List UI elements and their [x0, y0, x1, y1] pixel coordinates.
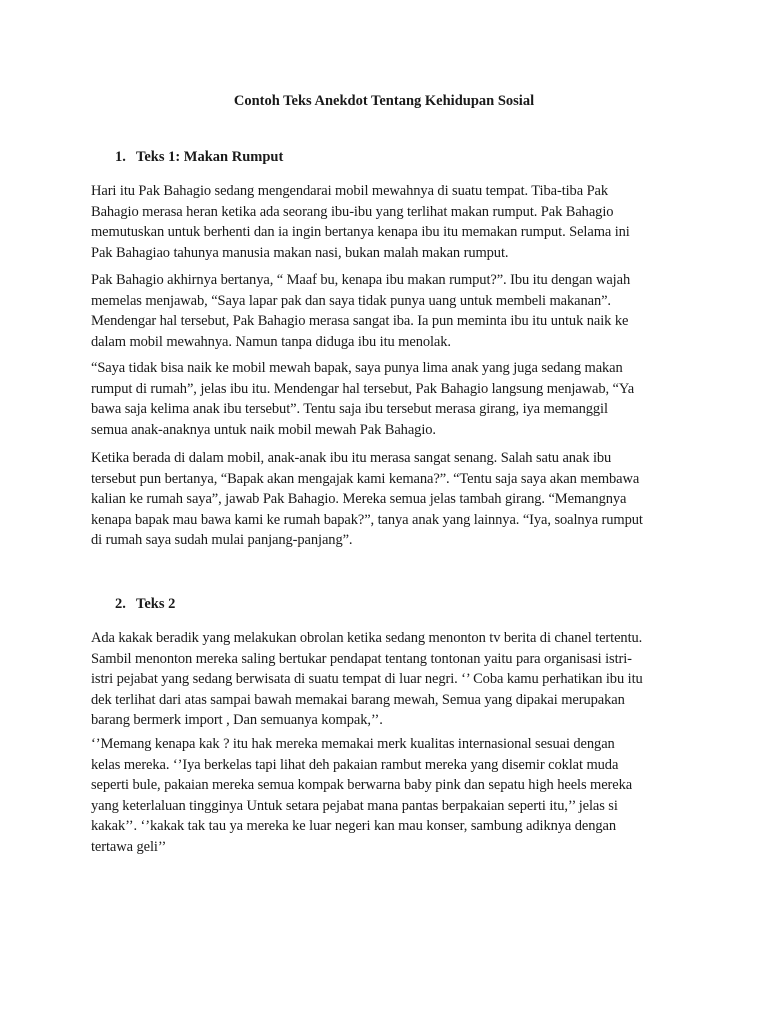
text-line: Pak Bahagio akhirnya bertanya, “ Maaf bu, kenapa ibu makan rumput?”. Ibu itu dengan wajah [91, 272, 631, 288]
document-title: Contoh Teks Anekdot Tentang Kehidupan Sosial [233, 93, 535, 109]
paragraph [91, 628, 691, 731]
section-title: Teks 1: Makan Rumput [136, 149, 284, 165]
text-line: seperti bule, pakaian mereka semua kompak berwarna baby pink dan sepatu high heels mereka [91, 777, 633, 793]
text-line: dek terlihat dari atas sampai bawah memakai barang mewah, Semua yang dipakai merupakan [91, 691, 625, 708]
text-line: kenapa bapak mau bawa kami ke rumah bapak?”, tanya anak yang lainnya. “Iya, soalnya rumput [91, 511, 643, 528]
text-line: Hari itu Pak Bahagio sedang mengendarai mobil mewahnya di suatu tempat. Tiba-tiba Pak [91, 183, 609, 199]
paragraph [91, 448, 691, 551]
paragraph [91, 734, 691, 857]
section-heading-1 [115, 149, 283, 166]
section-title: Teks 2 [136, 596, 176, 612]
text-line: Sambil menonton mereka saling bertukar pendapat tentang tontonan yaitu para organisasi istri- [91, 650, 632, 667]
paragraph [91, 358, 691, 440]
text-line: istri pejabat yang sedang berwisata di suatu tempat di luar negri. ‘’ Coba kamu perhatikan ibu itu [91, 671, 643, 687]
text-line: di rumah saya sudah mulai panjang-panjang”. [91, 532, 353, 548]
paragraph [91, 270, 691, 352]
text-line: memelas menjawab, “Saya lapar pak dan saya tidak punya uang untuk membeli makanan”. [91, 292, 611, 309]
text-line: tersebut pun bertanya, “Bapak akan mengajak kami kemana?”. “Tentu saja saya akan membawa [91, 470, 640, 487]
text-line: bawa saja kelima anak ibu tersebut”. Tentu saja ibu tersebut merasa girang, iya memanggil [91, 401, 608, 417]
text-line: kalian ke rumah saya”, jawab Pak Bahagio. Mereka semua jelas tambah girang. “Memangnya [91, 491, 627, 507]
text-line: Pak Bahagiao tahunya manusia makan nasi, bukan malah makan rumput. [91, 244, 509, 261]
text-line: yang keterlaluan tingginya Untuk setara pejabat mana pantas berpakaian seperti itu,’’ jelas si [91, 797, 618, 814]
text-line: memutuskan untuk berhenti dan ia ingin bertanya kenapa ibu itu memakan rumput. Selama ini [91, 224, 630, 240]
text-line: barang bermerk import , Dan semuanya kompak,’’. [91, 712, 383, 728]
text-line: rumput di rumah”, jelas ibu itu. Mendengar hal tersebut, Pak Bahagio langsung menjawab, “Ya [91, 380, 635, 397]
text-line: Mendengar hal tersebut, Pak Bahagio merasa sangat iba. Ia pun meminta ibu itu untuk naik ke [91, 313, 629, 329]
section-number: 1. [115, 149, 126, 165]
text-line: tertawa geli’’ [91, 838, 167, 855]
paragraph [91, 181, 691, 263]
text-line: Bahagio merasa heran ketika ada seorang ibu-ibu yang terlihat makan rumput. Pak Bahagio [91, 203, 614, 220]
text-line: “Saya tidak bisa naik ke mobil mewah bapak, saya punya lima anak yang juga sedang makan [91, 360, 623, 376]
text-line: Ada kakak beradik yang melakukan obrolan ketika sedang menonton tv berita di chanel tertentu. [91, 630, 643, 646]
text-line: dalam mobil mewahnya. Namun tanpa diduga ibu itu menolak. [91, 333, 451, 350]
text-line: ‘’Memang kenapa kak ? itu hak mereka memakai merk kualitas internasional sesuai dengan [91, 736, 615, 752]
text-line: Ketika berada di dalam mobil, anak-anak ibu itu merasa sangat senang. Salah satu anak ibu [91, 450, 612, 466]
text-line: kakak’’. ‘’kakak tak tau ya mereka ke luar negeri kan mau konser, sambung adiknya dengan [91, 818, 617, 834]
text-line: semua anak-anaknya untuk naik mobil mewah Pak Bahagio. [91, 421, 436, 438]
text-line: kelas mereka. ‘’Iya berkelas tapi lihat deh pakaian rambut mereka yang disemir coklat muda [91, 756, 619, 773]
section-number: 2. [115, 596, 126, 612]
section-heading-2 [115, 596, 175, 613]
